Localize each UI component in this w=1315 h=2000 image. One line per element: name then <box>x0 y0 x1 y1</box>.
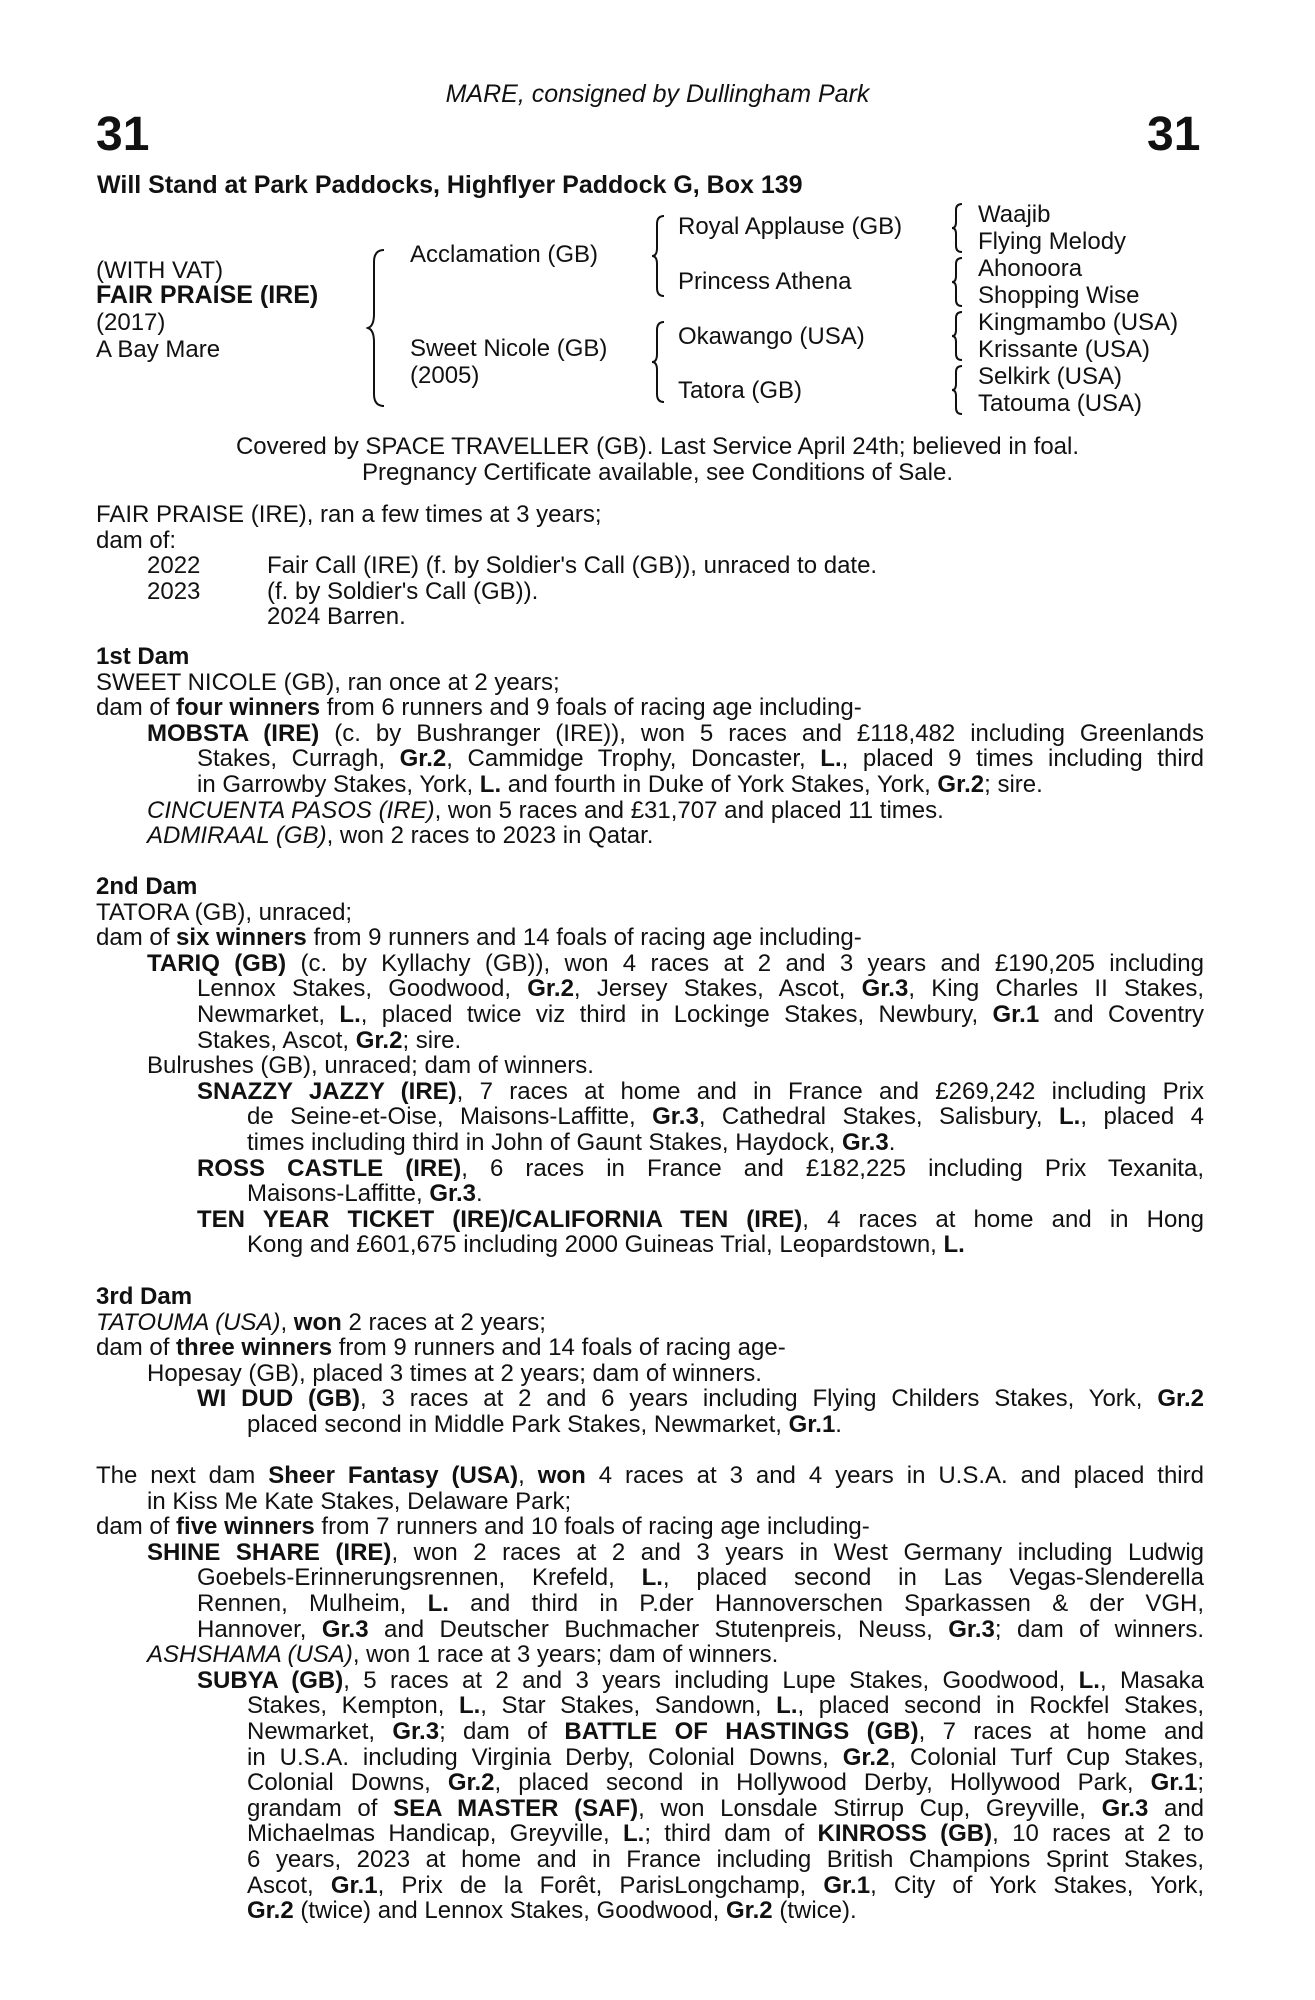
gen4-3: Ahonoora <box>978 255 1083 282</box>
produce-text: Fair Call (IRE) (f. by Soldier's Call (GB)), unraced to date. <box>267 552 878 580</box>
widud-line-2: placed second in Middle Park Stakes, Newmarket, Gr.1. <box>247 1410 842 1438</box>
pedigree-brace-sire <box>650 214 668 298</box>
horse-description: A Bay Mare <box>96 336 221 363</box>
produce-item <box>96 604 1204 630</box>
tariq-line-4: Stakes, Ascot, Gr.2; sire. <box>197 1026 462 1054</box>
next-dam-line-2: in Kiss Me Kate Stakes, Delaware Park; <box>147 1487 572 1515</box>
produce-item <box>96 579 1204 605</box>
tenyear-line-1: TEN YEAR TICKET (IRE)/CALIFORNIA TEN (IRE), 4 races at home and in Hong <box>197 1206 1204 1233</box>
produce-year: 2023 <box>147 577 201 605</box>
gen4-1: Waajib <box>978 201 1051 228</box>
first-dam-line: SWEET NICOLE (GB), ran once at 2 years; <box>96 668 560 696</box>
ross-line-2: Maisons-Laffitte, Gr.3. <box>247 1180 483 1208</box>
third-dam-section <box>96 1284 1204 1438</box>
subya-line-5: Colonial Downs, Gr.2, placed second in Hollywood Derby, Hollywood Park, Gr.1; <box>247 1770 1204 1796</box>
hopesay-line: Hopesay (GB), placed 3 times at 2 years; dam of winners. <box>147 1359 762 1387</box>
dam-year: (2005) <box>410 362 480 389</box>
pedigree-brace-g4-2 <box>950 256 966 308</box>
next-dam-section <box>96 1463 1204 1924</box>
snazzy-line-1: SNAZZY JAZZY (IRE), 7 races at home and in France and £269,242 including Prix <box>197 1078 1204 1105</box>
consignor-line: MARE, consigned by Dullingham Park <box>445 80 870 108</box>
horse-name: FAIR PRAISE (IRE) <box>96 281 319 309</box>
produce-record <box>96 502 1204 630</box>
next-dam-summary: dam of five winners from 7 runners and 10 foals of racing age including- <box>96 1513 870 1541</box>
gen3-sire-sire: Royal Applause (GB) <box>678 213 903 240</box>
covered-line-1: Covered by SPACE TRAVELLER (GB). Last Service April 24th; believed in foal. <box>235 433 1080 460</box>
first-dam-summary: dam of four winners from 6 runners and 9 foals of racing age including- <box>96 694 862 722</box>
mobsta-line-1: MOBSTA (IRE) (c. by Bushranger (IRE)), won 5 races and £118,482 including Greenlands <box>147 720 1204 747</box>
gen4-5: Kingmambo (USA) <box>978 309 1179 336</box>
subya-line-7: Michaelmas Handicap, Greyville, L.; third dam of KINROSS (GB), 10 races at 2 to <box>247 1821 1204 1847</box>
shine-line-4: Hannover, Gr.3 and Deutscher Buchmacher Stutenpreis, Neuss, Gr.3; dam of winners. <box>197 1616 1204 1643</box>
produce-year: 2022 <box>147 552 201 580</box>
second-dam-line: TATORA (GB), unraced; <box>96 898 353 926</box>
pedigree-brace-gen1 <box>366 248 390 408</box>
pedigree-brace-g4-3 <box>950 310 966 362</box>
pedigree-brace-g4-4 <box>950 364 966 416</box>
produce-text: (f. by Soldier's Call (GB)). <box>267 577 539 605</box>
admiraal-line: ADMIRAAL (GB), won 2 races to 2023 in Qatar. <box>147 822 654 850</box>
gen4-4: Shopping Wise <box>978 282 1140 309</box>
gen3-dam-dam: Tatora (GB) <box>678 377 803 404</box>
subya-line-6: grandam of SEA MASTER (SAF), won Lonsdale Stirrup Cup, Greyville, Gr.3 and <box>247 1795 1204 1822</box>
ross-line-1: ROSS CASTLE (IRE), 6 races in France and £182,225 including Prix Texanita, <box>197 1155 1204 1182</box>
horse-year: (2017) <box>96 309 166 336</box>
tariq-line-1: TARIQ (GB) (c. by Kyllachy (GB)), won 4 races at 2 and 3 years and £190,205 including <box>147 950 1204 977</box>
gen3-dam-sire: Okawango (USA) <box>678 323 865 350</box>
mobsta-line-2: Stakes, Curragh, Gr.2, Cammidge Trophy, Doncaster, L., placed 9 times including third <box>197 746 1204 772</box>
tariq-line-3: Newmarket, L., placed twice viz third in Lockinge Stakes, Newbury, Gr.1 and Coventry <box>197 1001 1204 1028</box>
gen4-7: Selkirk (USA) <box>978 363 1123 390</box>
dam-name: Sweet Nicole (GB) <box>410 335 608 362</box>
gen4-2: Flying Melody <box>978 228 1127 255</box>
second-dam-heading: 2nd Dam <box>96 873 198 900</box>
subya-line-4: in U.S.A. including Virginia Derby, Colonial Downs, Gr.2, Colonial Turf Cup Stakes, <box>247 1744 1204 1771</box>
produce-item <box>96 553 1204 579</box>
sire-name: Acclamation (GB) <box>410 241 599 268</box>
covered-line-2: Pregnancy Certificate available, see Conditions of Sale. <box>362 459 953 486</box>
snazzy-line-3: times including third in John of Gaunt Stakes, Haydock, Gr.3. <box>247 1128 896 1156</box>
gen4-8: Tatouma (USA) <box>978 390 1143 417</box>
subya-line-2: Stakes, Kempton, L., Star Stakes, Sandown, L., placed second in Rockfel Stakes, <box>247 1693 1204 1719</box>
third-dam-summary: dam of three winners from 9 runners and 14 foals of racing age- <box>96 1334 786 1362</box>
mobsta-line-3: in Garrowby Stakes, York, L. and fourth in Duke of York Stakes, York, Gr.2; sire. <box>197 770 1043 798</box>
produce-intro: FAIR PRAISE (IRE), ran a few times at 3 years; <box>96 501 602 528</box>
subya-line-1: SUBYA (GB), 5 races at 2 and 3 years including Lupe Stakes, Goodwood, L., Masaka <box>197 1667 1204 1694</box>
third-dam-line: TATOUMA (USA), won 2 races at 2 years; <box>96 1308 546 1336</box>
next-dam-line-1: The next dam Sheer Fantasy (USA), won 4 races at 3 and 4 years in U.S.A. and placed third <box>96 1463 1204 1489</box>
lot-number-left: 31 <box>96 108 150 161</box>
stand-location: Will Stand at Park Paddocks, Highflyer Paddock G, Box 139 <box>97 171 803 199</box>
produce-text: 2024 Barren. <box>267 603 406 631</box>
tenyear-line-2: Kong and £601,675 including 2000 Guineas Trial, Leopardstown, L. <box>247 1231 965 1259</box>
shine-line-2: Goebels-Erinnerungsrennen, Krefeld, L., placed second in Las Vegas-Slenderella <box>197 1565 1204 1591</box>
second-dam-summary: dam of six winners from 9 runners and 14 foals of racing age including- <box>96 924 862 952</box>
ashshama-line: ASHSHAMA (USA), won 1 race at 3 years; dam of winners. <box>147 1641 779 1669</box>
second-dam-section <box>96 874 1204 1258</box>
tariq-line-2: Lennox Stakes, Goodwood, Gr.2, Jersey Stakes, Ascot, Gr.3, King Charles II Stakes, <box>197 976 1204 1002</box>
widud-line-1: WI DUD (GB), 3 races at 2 and 6 years including Flying Childers Stakes, York, Gr.2 <box>197 1386 1204 1412</box>
bulrushes-line: Bulrushes (GB), unraced; dam of winners. <box>147 1052 594 1080</box>
snazzy-line-2: de Seine-et-Oise, Maisons-Laffitte, Gr.3, Cathedral Stakes, Salisbury, L., placed 4 <box>247 1104 1204 1130</box>
shine-line-3: Rennen, Mulheim, L. and third in P.der Hannoverschen Sparkassen & der VGH, <box>197 1590 1204 1617</box>
first-dam-section <box>96 644 1204 849</box>
subya-line-10: Gr.2 (twice) and Lennox Stakes, Goodwood, Gr.2 (twice). <box>247 1897 857 1925</box>
pedigree-brace-g4-1 <box>950 202 966 254</box>
gen4-6: Krissante (USA) <box>978 336 1151 363</box>
cincuenta-line: CINCUENTA PASOS (IRE), won 5 races and £31,707 and placed 11 times. <box>147 796 944 824</box>
third-dam-heading: 3rd Dam <box>96 1283 193 1310</box>
shine-line-1: SHINE SHARE (IRE), won 2 races at 2 and 3 years in West Germany including Ludwig <box>147 1539 1204 1566</box>
first-dam-heading: 1st Dam <box>96 643 190 670</box>
gen3-sire-dam: Princess Athena <box>678 268 852 295</box>
subya-line-9: Ascot, Gr.1, Prix de la Forêt, ParisLongchamp, Gr.1, City of York Stakes, York, <box>247 1872 1204 1899</box>
lot-number-right: 31 <box>1147 108 1201 161</box>
subya-line-8: 6 years, 2023 at home and in France including British Champions Sprint Stakes, <box>247 1846 1204 1873</box>
vat-label: (WITH VAT) <box>96 257 224 284</box>
subya-line-3: Newmarket, Gr.3; dam of BATTLE OF HASTINGS (GB), 7 races at home and <box>247 1718 1204 1745</box>
pedigree-brace-dam <box>650 320 668 404</box>
produce-dam-of: dam of: <box>96 526 177 554</box>
